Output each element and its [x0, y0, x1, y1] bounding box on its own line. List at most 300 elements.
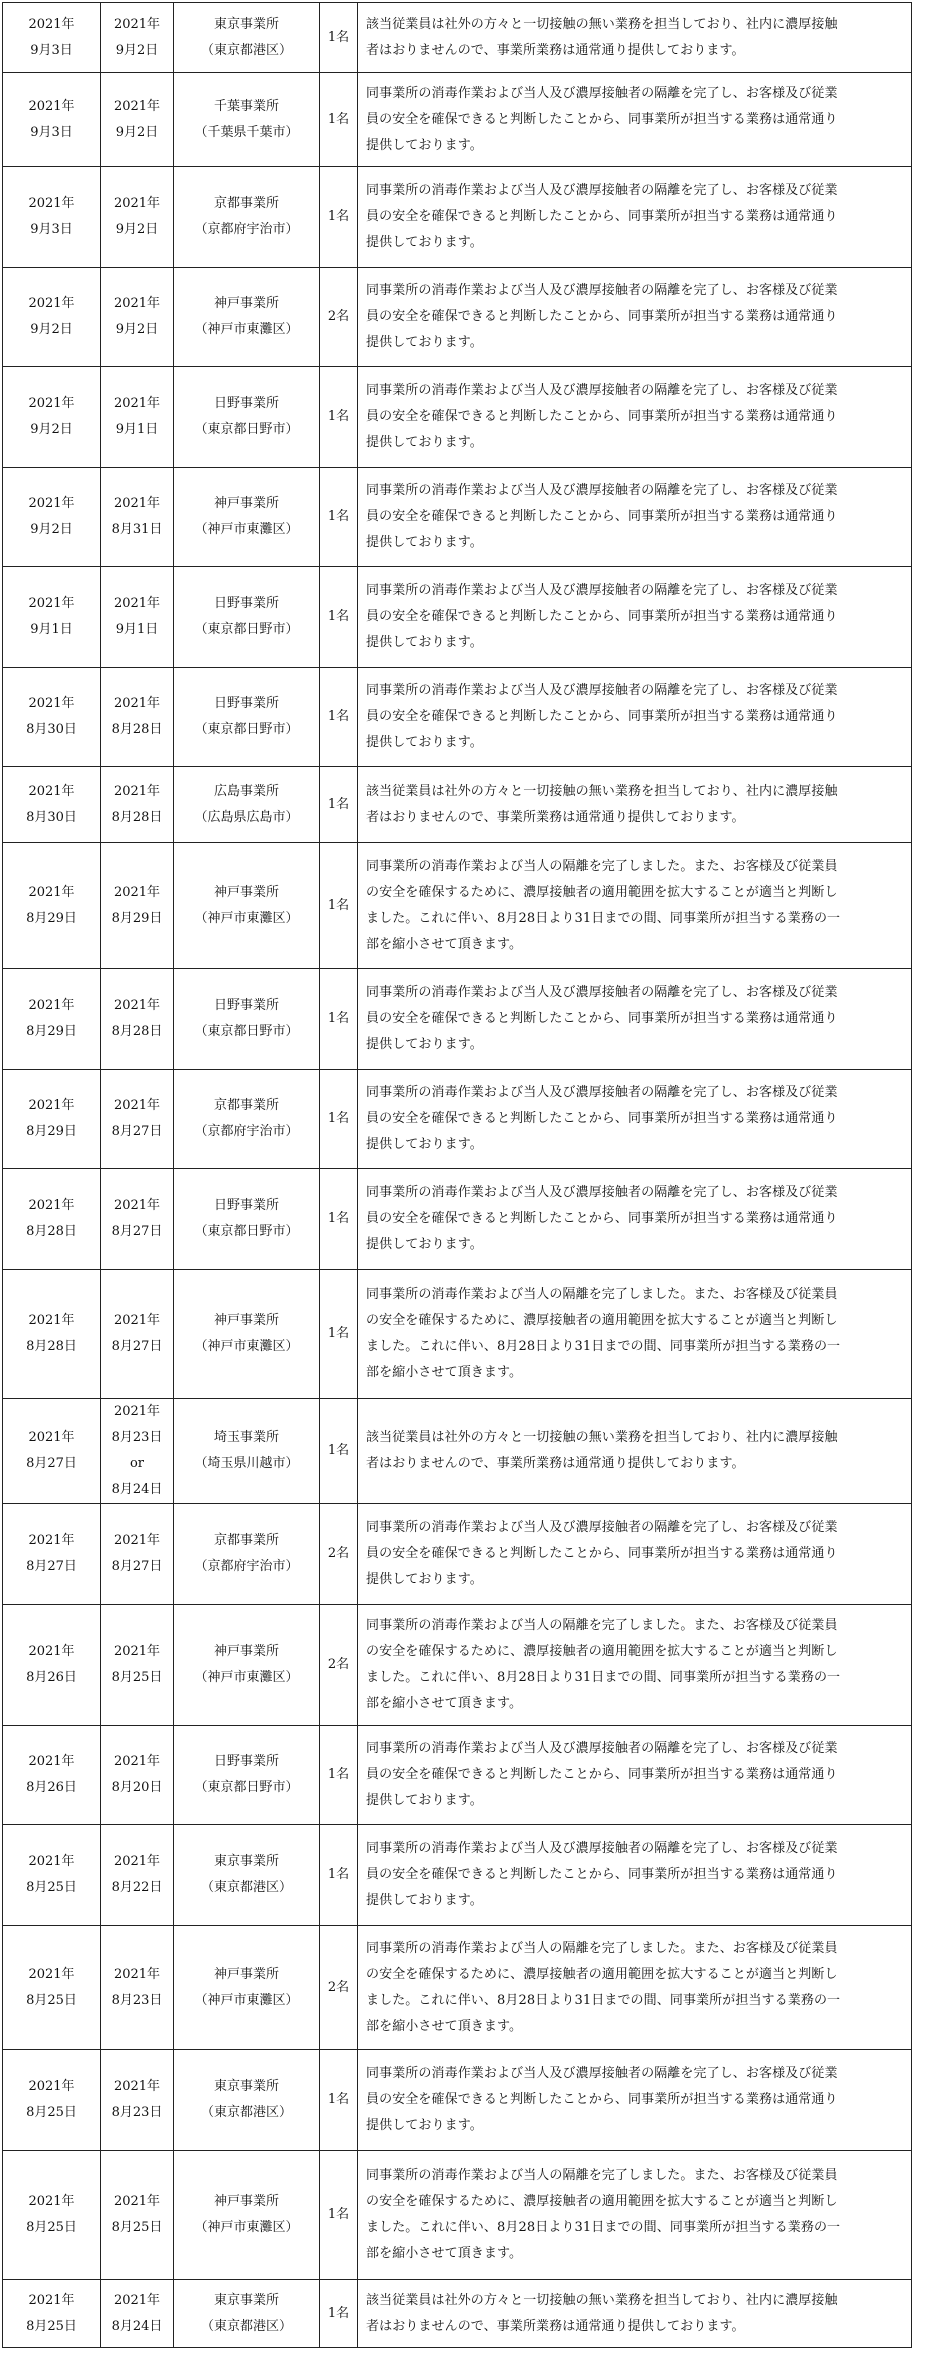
confirmed-date-cell-line: 2021年 — [113, 396, 161, 411]
office-cell-line: 日野事業所 — [213, 1754, 279, 1769]
case-count-cell: 1名 — [320, 2280, 358, 2348]
confirmed-date-cell-line: 2021年 — [113, 296, 161, 311]
publication-date-cell-line: 2021年 — [28, 884, 75, 900]
office-cell-line: 日野事業所 — [213, 396, 279, 411]
office-cell-line: 神戸事業所 — [213, 496, 279, 511]
publication-date-cell-line: 8月29日 — [26, 1124, 77, 1139]
publication-date-cell — [3, 767, 101, 843]
office-cell — [174, 367, 320, 468]
confirmed-date-cell — [101, 1605, 174, 1726]
confirmed-date-cell — [101, 2151, 174, 2280]
confirmed-date-cell — [101, 843, 174, 969]
table-row — [3, 1726, 912, 1825]
status-note-cell-line: 提供しております。 — [366, 2118, 483, 2133]
publication-date-cell-line: 8月27日 — [26, 1456, 77, 1471]
confirmed-date-cell — [101, 668, 174, 767]
status-note-cell-line: の安全を確保するために、濃厚接触者の適用範囲を拡大することが適当と判断し — [366, 2194, 838, 2209]
confirmed-date-cell-line: 2021年 — [113, 1644, 161, 1659]
confirmed-date-cell-line: 8月23日 — [111, 1430, 163, 1445]
office-cell-line: （東京都日野市） — [194, 1024, 299, 1039]
office-cell-line: 千葉事業所 — [213, 98, 279, 114]
status-note-cell-line: 同事業所の消毒作業および当人の隔離を完了しました。また、お客様及び従業員 — [366, 1287, 838, 1302]
office-cell-line: 東京事業所 — [213, 1854, 279, 1869]
publication-date-cell-line: 9月3日 — [30, 124, 73, 140]
status-note-cell — [358, 1504, 912, 1605]
publication-date-cell-line: 2021年 — [28, 1430, 75, 1445]
office-cell-line: 東京事業所 — [213, 16, 279, 32]
table-row — [3, 1169, 912, 1270]
status-note-cell — [358, 367, 912, 468]
publication-date-cell-line: 2021年 — [28, 1098, 75, 1113]
table-row — [3, 2280, 912, 2348]
case-count-cell: 1名 — [320, 767, 358, 843]
status-note-cell-line: 員の安全を確保できると判断したことから、同事業所が担当する業務は通常通り — [366, 409, 838, 424]
status-note-cell-line: 部を縮小させて頂きます。 — [366, 2246, 523, 2261]
status-note-cell-line: 提供しております。 — [366, 635, 483, 650]
case-count-cell: 1名 — [320, 1070, 358, 1169]
publication-date-cell-line: 9月3日 — [30, 42, 73, 58]
office-cell-line: （神戸市東灘区） — [194, 322, 299, 337]
status-note-cell-line: 提供しております。 — [366, 235, 483, 250]
office-cell — [174, 668, 320, 767]
office-cell-line: （京都府宇治市） — [194, 1124, 299, 1139]
confirmed-date-cell — [101, 3, 174, 73]
office-cell-line: 神戸事業所 — [213, 2194, 279, 2209]
status-note-cell-line: 部を縮小させて頂きます。 — [366, 1696, 523, 1711]
publication-date-cell — [3, 2151, 101, 2280]
table-row — [3, 167, 912, 268]
table-row — [3, 1399, 912, 1504]
publication-date-cell-line: 8月26日 — [26, 1670, 77, 1685]
status-note-cell — [358, 969, 912, 1070]
confirmed-date-cell-line: 9月2日 — [115, 222, 159, 237]
case-count-cell: 1名 — [320, 969, 358, 1070]
status-note-cell — [358, 1726, 912, 1825]
publication-date-cell — [3, 2050, 101, 2151]
confirmed-date-cell-line: 2021年 — [113, 16, 161, 32]
table-row — [3, 767, 912, 843]
table-row — [3, 1270, 912, 1399]
confirmed-date-cell — [101, 1270, 174, 1399]
status-note-cell-line: 同事業所の消毒作業および当人及び濃厚接触者の隔離を完了し、お客様及び従業 — [366, 483, 838, 498]
case-count-cell: 1名 — [320, 2151, 358, 2280]
office-cell-line: （神戸市東灘区） — [194, 1992, 299, 2008]
confirmed-date-cell — [101, 767, 174, 843]
confirmed-date-cell — [101, 468, 174, 567]
office-cell-line: （広島県広島市） — [194, 809, 299, 825]
publication-date-cell — [3, 2280, 101, 2348]
office-cell-line: （東京都日野市） — [194, 722, 299, 737]
confirmed-date-cell — [101, 969, 174, 1070]
publication-date-cell-line: 2021年 — [28, 2292, 75, 2308]
report-table-body — [3, 3, 912, 2348]
confirmed-date-cell — [101, 2050, 174, 2151]
publication-date-cell-line: 8月26日 — [26, 1780, 77, 1795]
office-cell — [174, 767, 320, 843]
confirmed-date-cell-line: 9月2日 — [115, 322, 159, 337]
confirmed-date-cell-line: 8月28日 — [111, 1024, 163, 1039]
publication-date-cell — [3, 468, 101, 567]
office-cell — [174, 969, 320, 1070]
case-count-cell: 1名 — [320, 1399, 358, 1504]
office-cell-line: 京都事業所 — [213, 1098, 279, 1113]
status-note-cell-line: ました。これに伴い、8月28日より31日までの間、同事業所が担当する業務の一 — [366, 2220, 841, 2235]
publication-date-cell-line: 2021年 — [28, 1198, 75, 1213]
office-cell — [174, 2151, 320, 2280]
status-note-cell-line: の安全を確保するために、濃厚接触者の適用範囲を拡大することが適当と判断し — [366, 884, 838, 900]
status-note-cell-line: 提供しております。 — [366, 1237, 483, 1252]
status-note-cell — [358, 1169, 912, 1270]
status-note-cell-line: 部を縮小させて頂きます。 — [366, 2018, 523, 2034]
confirmed-date-cell — [101, 167, 174, 268]
publication-date-cell — [3, 73, 101, 167]
publication-date-cell-line: 9月2日 — [30, 422, 73, 437]
confirmed-date-cell-line: 2021年 — [113, 1198, 161, 1213]
publication-date-cell — [3, 167, 101, 268]
confirmed-date-cell — [101, 1825, 174, 1926]
publication-date-cell — [3, 1605, 101, 1726]
publication-date-cell-line: 9月2日 — [30, 522, 73, 537]
publication-date-cell-line: 2021年 — [28, 596, 75, 611]
confirmed-date-cell-line: 8月28日 — [111, 722, 163, 737]
status-note-cell-line: 提供しております。 — [366, 735, 483, 750]
publication-date-cell — [3, 668, 101, 767]
status-note-cell-line: 者はおりませんので、事業所業務は通常通り提供しております。 — [366, 1456, 745, 1471]
case-count-cell: 1名 — [320, 3, 358, 73]
case-count-cell: 1名 — [320, 73, 358, 167]
status-note-cell-line: 同事業所の消毒作業および当人及び濃厚接触者の隔離を完了し、お客様及び従業 — [366, 85, 838, 101]
office-cell — [174, 1169, 320, 1270]
publication-date-cell-line: 2021年 — [28, 296, 75, 311]
status-note-cell-line: 員の安全を確保できると判断したことから、同事業所が担当する業務は通常通り — [366, 509, 838, 524]
office-cell-line: 神戸事業所 — [213, 296, 279, 311]
status-note-cell-line: 同事業所の消毒作業および当人及び濃厚接触者の隔離を完了し、お客様及び従業 — [366, 683, 838, 698]
case-count-cell: 1名 — [320, 567, 358, 668]
table-row — [3, 1825, 912, 1926]
case-count-cell: 1名 — [320, 1825, 358, 1926]
confirmed-date-cell-line: 8月27日 — [111, 1124, 163, 1139]
status-note-cell-line: 該当従業員は社外の方々と一切接触の無い業務を担当しており、社内に濃厚接触 — [366, 783, 838, 799]
confirmed-date-cell-line: 2021年 — [113, 2292, 161, 2308]
confirmed-date-cell — [101, 1399, 174, 1504]
publication-date-cell-line: 2021年 — [28, 98, 75, 114]
status-note-cell-line: 同事業所の消毒作業および当人及び濃厚接触者の隔離を完了し、お客様及び従業 — [366, 383, 838, 398]
office-cell-line: （神戸市東灘区） — [194, 2220, 299, 2235]
status-note-cell-line: 提供しております。 — [366, 535, 483, 550]
case-count-cell: 2名 — [320, 268, 358, 367]
status-note-cell — [358, 567, 912, 668]
table-row — [3, 969, 912, 1070]
confirmed-date-cell-line: 9月2日 — [115, 124, 159, 140]
status-note-cell-line: 同事業所の消毒作業および当人及び濃厚接触者の隔離を完了し、お客様及び従業 — [366, 985, 838, 1000]
confirmed-date-cell-line: 9月1日 — [115, 622, 159, 637]
status-note-cell-line: 員の安全を確保できると判断したことから、同事業所が担当する業務は通常通り — [366, 709, 838, 724]
table-row — [3, 468, 912, 567]
office-cell-line: 広島事業所 — [213, 783, 279, 799]
table-row — [3, 1926, 912, 2050]
office-cell-line: （京都府宇治市） — [194, 222, 299, 237]
status-note-cell-line: 員の安全を確保できると判断したことから、同事業所が担当する業務は通常通り — [366, 1011, 838, 1026]
status-note-cell-line: ました。これに伴い、8月28日より31日までの間、同事業所が担当する業務の一 — [366, 910, 841, 926]
status-note-cell — [358, 2280, 912, 2348]
case-count-cell: 1名 — [320, 167, 358, 268]
status-note-cell-line: の安全を確保するために、濃厚接触者の適用範囲を拡大することが適当と判断し — [366, 1313, 838, 1328]
office-cell-line: 京都事業所 — [213, 196, 279, 211]
confirmed-date-cell-line: 8月22日 — [111, 1880, 163, 1895]
status-note-cell-line: 同事業所の消毒作業および当人及び濃厚接触者の隔離を完了し、お客様及び従業 — [366, 1185, 838, 1200]
status-note-cell-line: 同事業所の消毒作業および当人及び濃厚接触者の隔離を完了し、お客様及び従業 — [366, 183, 838, 198]
confirmed-date-cell-line: 2021年 — [113, 196, 161, 211]
table-row — [3, 367, 912, 468]
confirmed-date-cell — [101, 2280, 174, 2348]
publication-date-cell-line: 9月1日 — [30, 622, 73, 637]
case-count-cell: 1名 — [320, 1270, 358, 1399]
table-row — [3, 843, 912, 969]
confirmed-date-cell-line: 2021年 — [113, 1754, 161, 1769]
office-cell-line: （東京都港区） — [200, 1880, 292, 1895]
status-note-cell-line: 同事業所の消毒作業および当人の隔離を完了しました。また、お客様及び従業員 — [366, 1618, 838, 1633]
status-note-cell — [358, 1825, 912, 1926]
office-cell — [174, 1726, 320, 1825]
publication-date-cell-line: 8月28日 — [26, 1339, 77, 1354]
confirmed-date-cell — [101, 1504, 174, 1605]
confirmed-date-cell-line: 2021年 — [113, 1404, 161, 1419]
office-cell-line: （神戸市東灘区） — [194, 910, 299, 926]
publication-date-cell-line: 8月25日 — [26, 2220, 77, 2235]
publication-date-cell-line: 2021年 — [28, 396, 75, 411]
status-note-cell-line: 提供しております。 — [366, 435, 483, 450]
table-row — [3, 2151, 912, 2280]
office-cell-line: 日野事業所 — [213, 696, 279, 711]
table-row — [3, 268, 912, 367]
publication-date-cell — [3, 1726, 101, 1825]
status-note-cell — [358, 1270, 912, 1399]
status-note-cell-line: ました。これに伴い、8月28日より31日までの間、同事業所が担当する業務の一 — [366, 1670, 841, 1685]
status-note-cell — [358, 668, 912, 767]
publication-date-cell-line: 2021年 — [28, 16, 75, 32]
confirmed-date-cell-line: 2021年 — [113, 884, 161, 900]
case-count-cell: 2名 — [320, 1605, 358, 1726]
confirmed-date-cell — [101, 1926, 174, 2050]
confirmed-date-cell-line: 8月29日 — [111, 910, 163, 926]
status-note-cell-line: 提供しております。 — [366, 1037, 483, 1052]
office-cell-line: （神戸市東灘区） — [194, 522, 299, 537]
office-cell-line: （東京都日野市） — [194, 622, 299, 637]
publication-date-cell-line: 2021年 — [28, 1313, 75, 1328]
office-cell-line: （東京都港区） — [200, 42, 292, 58]
publication-date-cell-line: 2021年 — [28, 1966, 75, 1982]
case-count-cell: 1名 — [320, 2050, 358, 2151]
status-note-cell-line: 者はおりませんので、事業所業務は通常通り提供しております。 — [366, 2318, 745, 2334]
publication-date-cell-line: 2021年 — [28, 496, 75, 511]
status-note-cell-line: 員の安全を確保できると判断したことから、同事業所が担当する業務は通常通り — [366, 309, 838, 324]
status-note-cell-line: 者はおりませんので、事業所業務は通常通り提供しております。 — [366, 809, 745, 825]
office-cell-line: （神戸市東灘区） — [194, 1339, 299, 1354]
status-note-cell-line: 員の安全を確保できると判断したことから、同事業所が担当する業務は通常通り — [366, 1767, 838, 1782]
confirmed-date-cell — [101, 1070, 174, 1169]
confirmed-date-cell-line: 9月1日 — [115, 422, 159, 437]
table-row — [3, 73, 912, 167]
office-cell — [174, 167, 320, 268]
office-cell — [174, 1825, 320, 1926]
status-note-cell-line: 同事業所の消毒作業および当人及び濃厚接触者の隔離を完了し、お客様及び従業 — [366, 1741, 838, 1756]
office-cell-line: 日野事業所 — [213, 1198, 279, 1213]
confirmed-date-cell-line: 8月27日 — [111, 1339, 163, 1354]
status-note-cell-line: 員の安全を確保できると判断したことから、同事業所が担当する業務は通常通り — [366, 609, 838, 624]
publication-date-cell-line: 8月25日 — [26, 2105, 77, 2120]
confirmed-date-cell-line: 2021年 — [113, 2079, 161, 2094]
office-cell — [174, 3, 320, 73]
confirmed-date-cell-line: 2021年 — [113, 596, 161, 611]
office-cell — [174, 567, 320, 668]
publication-date-cell-line: 8月28日 — [26, 1224, 77, 1239]
status-note-cell — [358, 767, 912, 843]
office-cell-line: （東京都日野市） — [194, 422, 299, 437]
confirmed-date-cell — [101, 73, 174, 167]
publication-date-cell-line: 2021年 — [28, 696, 75, 711]
office-cell-line: 日野事業所 — [213, 998, 279, 1013]
table-row — [3, 2050, 912, 2151]
status-note-cell-line: 員の安全を確保できると判断したことから、同事業所が担当する業務は通常通り — [366, 1867, 838, 1882]
confirmed-date-cell-line: 8月24日 — [111, 2318, 163, 2334]
status-note-cell — [358, 1070, 912, 1169]
office-cell — [174, 1504, 320, 1605]
confirmed-date-cell-line: 8月27日 — [111, 1224, 163, 1239]
publication-date-cell-line: 8月30日 — [26, 809, 77, 825]
status-note-cell-line: 該当従業員は社外の方々と一切接触の無い業務を担当しており、社内に濃厚接触 — [366, 1430, 838, 1445]
case-count-cell: 1名 — [320, 1169, 358, 1270]
confirmed-date-cell — [101, 1169, 174, 1270]
confirmed-date-cell-line: 2021年 — [113, 2194, 161, 2209]
status-note-cell-line: ました。これに伴い、8月28日より31日までの間、同事業所が担当する業務の一 — [366, 1992, 841, 2008]
office-cell-line: 京都事業所 — [213, 1533, 279, 1548]
publication-date-cell-line: 2021年 — [28, 2194, 75, 2209]
status-note-cell — [358, 268, 912, 367]
status-note-cell-line: 同事業所の消毒作業および当人及び濃厚接触者の隔離を完了し、お客様及び従業 — [366, 1841, 838, 1856]
office-cell — [174, 268, 320, 367]
office-cell — [174, 2280, 320, 2348]
confirmed-date-cell-line: 2021年 — [113, 1854, 161, 1869]
status-note-cell-line: 部を縮小させて頂きます。 — [366, 936, 523, 952]
publication-date-cell-line: 8月29日 — [26, 1024, 77, 1039]
publication-date-cell-line: 9月3日 — [30, 222, 73, 237]
confirmed-date-cell-line: 2021年 — [113, 496, 161, 511]
table-row — [3, 1504, 912, 1605]
confirmed-date-cell-line: 2021年 — [113, 1533, 161, 1548]
office-cell — [174, 468, 320, 567]
status-note-cell-line: 同事業所の消毒作業および当人及び濃厚接触者の隔離を完了し、お客様及び従業 — [366, 1085, 838, 1100]
status-note-cell-line: 該当従業員は社外の方々と一切接触の無い業務を担当しており、社内に濃厚接触 — [366, 2292, 838, 2308]
office-cell-line: 神戸事業所 — [213, 1966, 279, 1982]
status-note-cell-line: 提供しております。 — [366, 335, 483, 350]
office-cell — [174, 1270, 320, 1399]
confirmed-date-cell — [101, 1726, 174, 1825]
status-note-cell — [358, 2151, 912, 2280]
publication-date-cell — [3, 1926, 101, 2050]
office-cell — [174, 1605, 320, 1726]
publication-date-cell — [3, 367, 101, 468]
publication-date-cell — [3, 1169, 101, 1270]
status-note-cell — [358, 1399, 912, 1504]
confirmed-date-cell-line: 2021年 — [113, 783, 161, 799]
status-note-cell-line: 者はおりませんので、事業所業務は通常通り提供しております。 — [366, 42, 745, 58]
office-cell-line: 東京事業所 — [213, 2292, 279, 2308]
status-note-cell-line: 同事業所の消毒作業および当人の隔離を完了しました。また、お客様及び従業員 — [366, 858, 838, 874]
confirmed-date-cell-line: 8月25日 — [111, 2220, 163, 2235]
publication-date-cell — [3, 1070, 101, 1169]
office-cell-line: 神戸事業所 — [213, 884, 279, 900]
publication-date-cell-line: 2021年 — [28, 196, 75, 211]
office-cell-line: 埼玉事業所 — [213, 1430, 279, 1445]
confirmed-date-cell-line: 8月28日 — [111, 809, 163, 825]
status-note-cell — [358, 167, 912, 268]
confirmed-date-cell-line: 8月23日 — [111, 1992, 163, 2008]
publication-date-cell — [3, 268, 101, 367]
status-note-cell-line: 提供しております。 — [366, 1893, 483, 1908]
office-cell-line: （神戸市東灘区） — [194, 1670, 299, 1685]
status-note-cell — [358, 73, 912, 167]
status-note-cell — [358, 468, 912, 567]
office-cell-line: （東京都日野市） — [194, 1224, 299, 1239]
publication-date-cell-line: 8月25日 — [26, 2318, 77, 2334]
office-cell — [174, 73, 320, 167]
case-count-cell: 1名 — [320, 468, 358, 567]
status-note-cell-line: 該当従業員は社外の方々と一切接触の無い業務を担当しており、社内に濃厚接触 — [366, 16, 838, 32]
table-row — [3, 567, 912, 668]
publication-date-cell-line: 8月30日 — [26, 722, 77, 737]
status-note-cell-line: 提供しております。 — [366, 1793, 483, 1808]
status-note-cell — [358, 3, 912, 73]
confirmed-date-cell-line: 2021年 — [113, 1313, 161, 1328]
confirmed-date-cell-line: or — [129, 1456, 145, 1471]
status-note-cell — [358, 843, 912, 969]
confirmed-date-cell — [101, 367, 174, 468]
office-cell-line: 神戸事業所 — [213, 1313, 279, 1328]
confirmed-date-cell-line: 2021年 — [113, 998, 161, 1013]
confirmed-date-cell-line: 8月20日 — [111, 1780, 163, 1795]
confirmed-date-cell-line: 8月31日 — [111, 522, 163, 537]
case-count-cell: 1名 — [320, 668, 358, 767]
status-note-cell — [358, 2050, 912, 2151]
office-cell-line: （東京都日野市） — [194, 1780, 299, 1795]
publication-date-cell-line: 2021年 — [28, 783, 75, 799]
confirmed-date-cell-line: 8月27日 — [111, 1559, 163, 1574]
publication-date-cell-line: 2021年 — [28, 1854, 75, 1869]
publication-date-cell-line: 2021年 — [28, 2079, 75, 2094]
status-note-cell-line: 員の安全を確保できると判断したことから、同事業所が担当する業務は通常通り — [366, 111, 838, 127]
status-note-cell-line: の安全を確保するために、濃厚接触者の適用範囲を拡大することが適当と判断し — [366, 1644, 838, 1659]
confirmed-date-cell-line: 8月23日 — [111, 2105, 163, 2120]
table-row — [3, 3, 912, 73]
office-cell-line: 東京事業所 — [213, 2079, 279, 2094]
status-note-cell-line: 員の安全を確保できると判断したことから、同事業所が担当する業務は通常通り — [366, 1211, 838, 1226]
publication-date-cell — [3, 1504, 101, 1605]
publication-date-cell-line: 2021年 — [28, 998, 75, 1013]
status-note-cell — [358, 1605, 912, 1726]
status-note-cell-line: 員の安全を確保できると判断したことから、同事業所が担当する業務は通常通り — [366, 1546, 838, 1561]
status-note-cell-line: 員の安全を確保できると判断したことから、同事業所が担当する業務は通常通り — [366, 2092, 838, 2107]
publication-date-cell — [3, 1825, 101, 1926]
publication-date-cell — [3, 1399, 101, 1504]
status-note-cell-line: 提供しております。 — [366, 137, 483, 153]
office-cell — [174, 843, 320, 969]
publication-date-cell — [3, 843, 101, 969]
publication-date-cell-line: 8月25日 — [26, 1880, 77, 1895]
confirmed-date-cell — [101, 567, 174, 668]
office-cell — [174, 1070, 320, 1169]
office-cell-line: （東京都港区） — [200, 2105, 292, 2120]
case-count-cell: 1名 — [320, 367, 358, 468]
